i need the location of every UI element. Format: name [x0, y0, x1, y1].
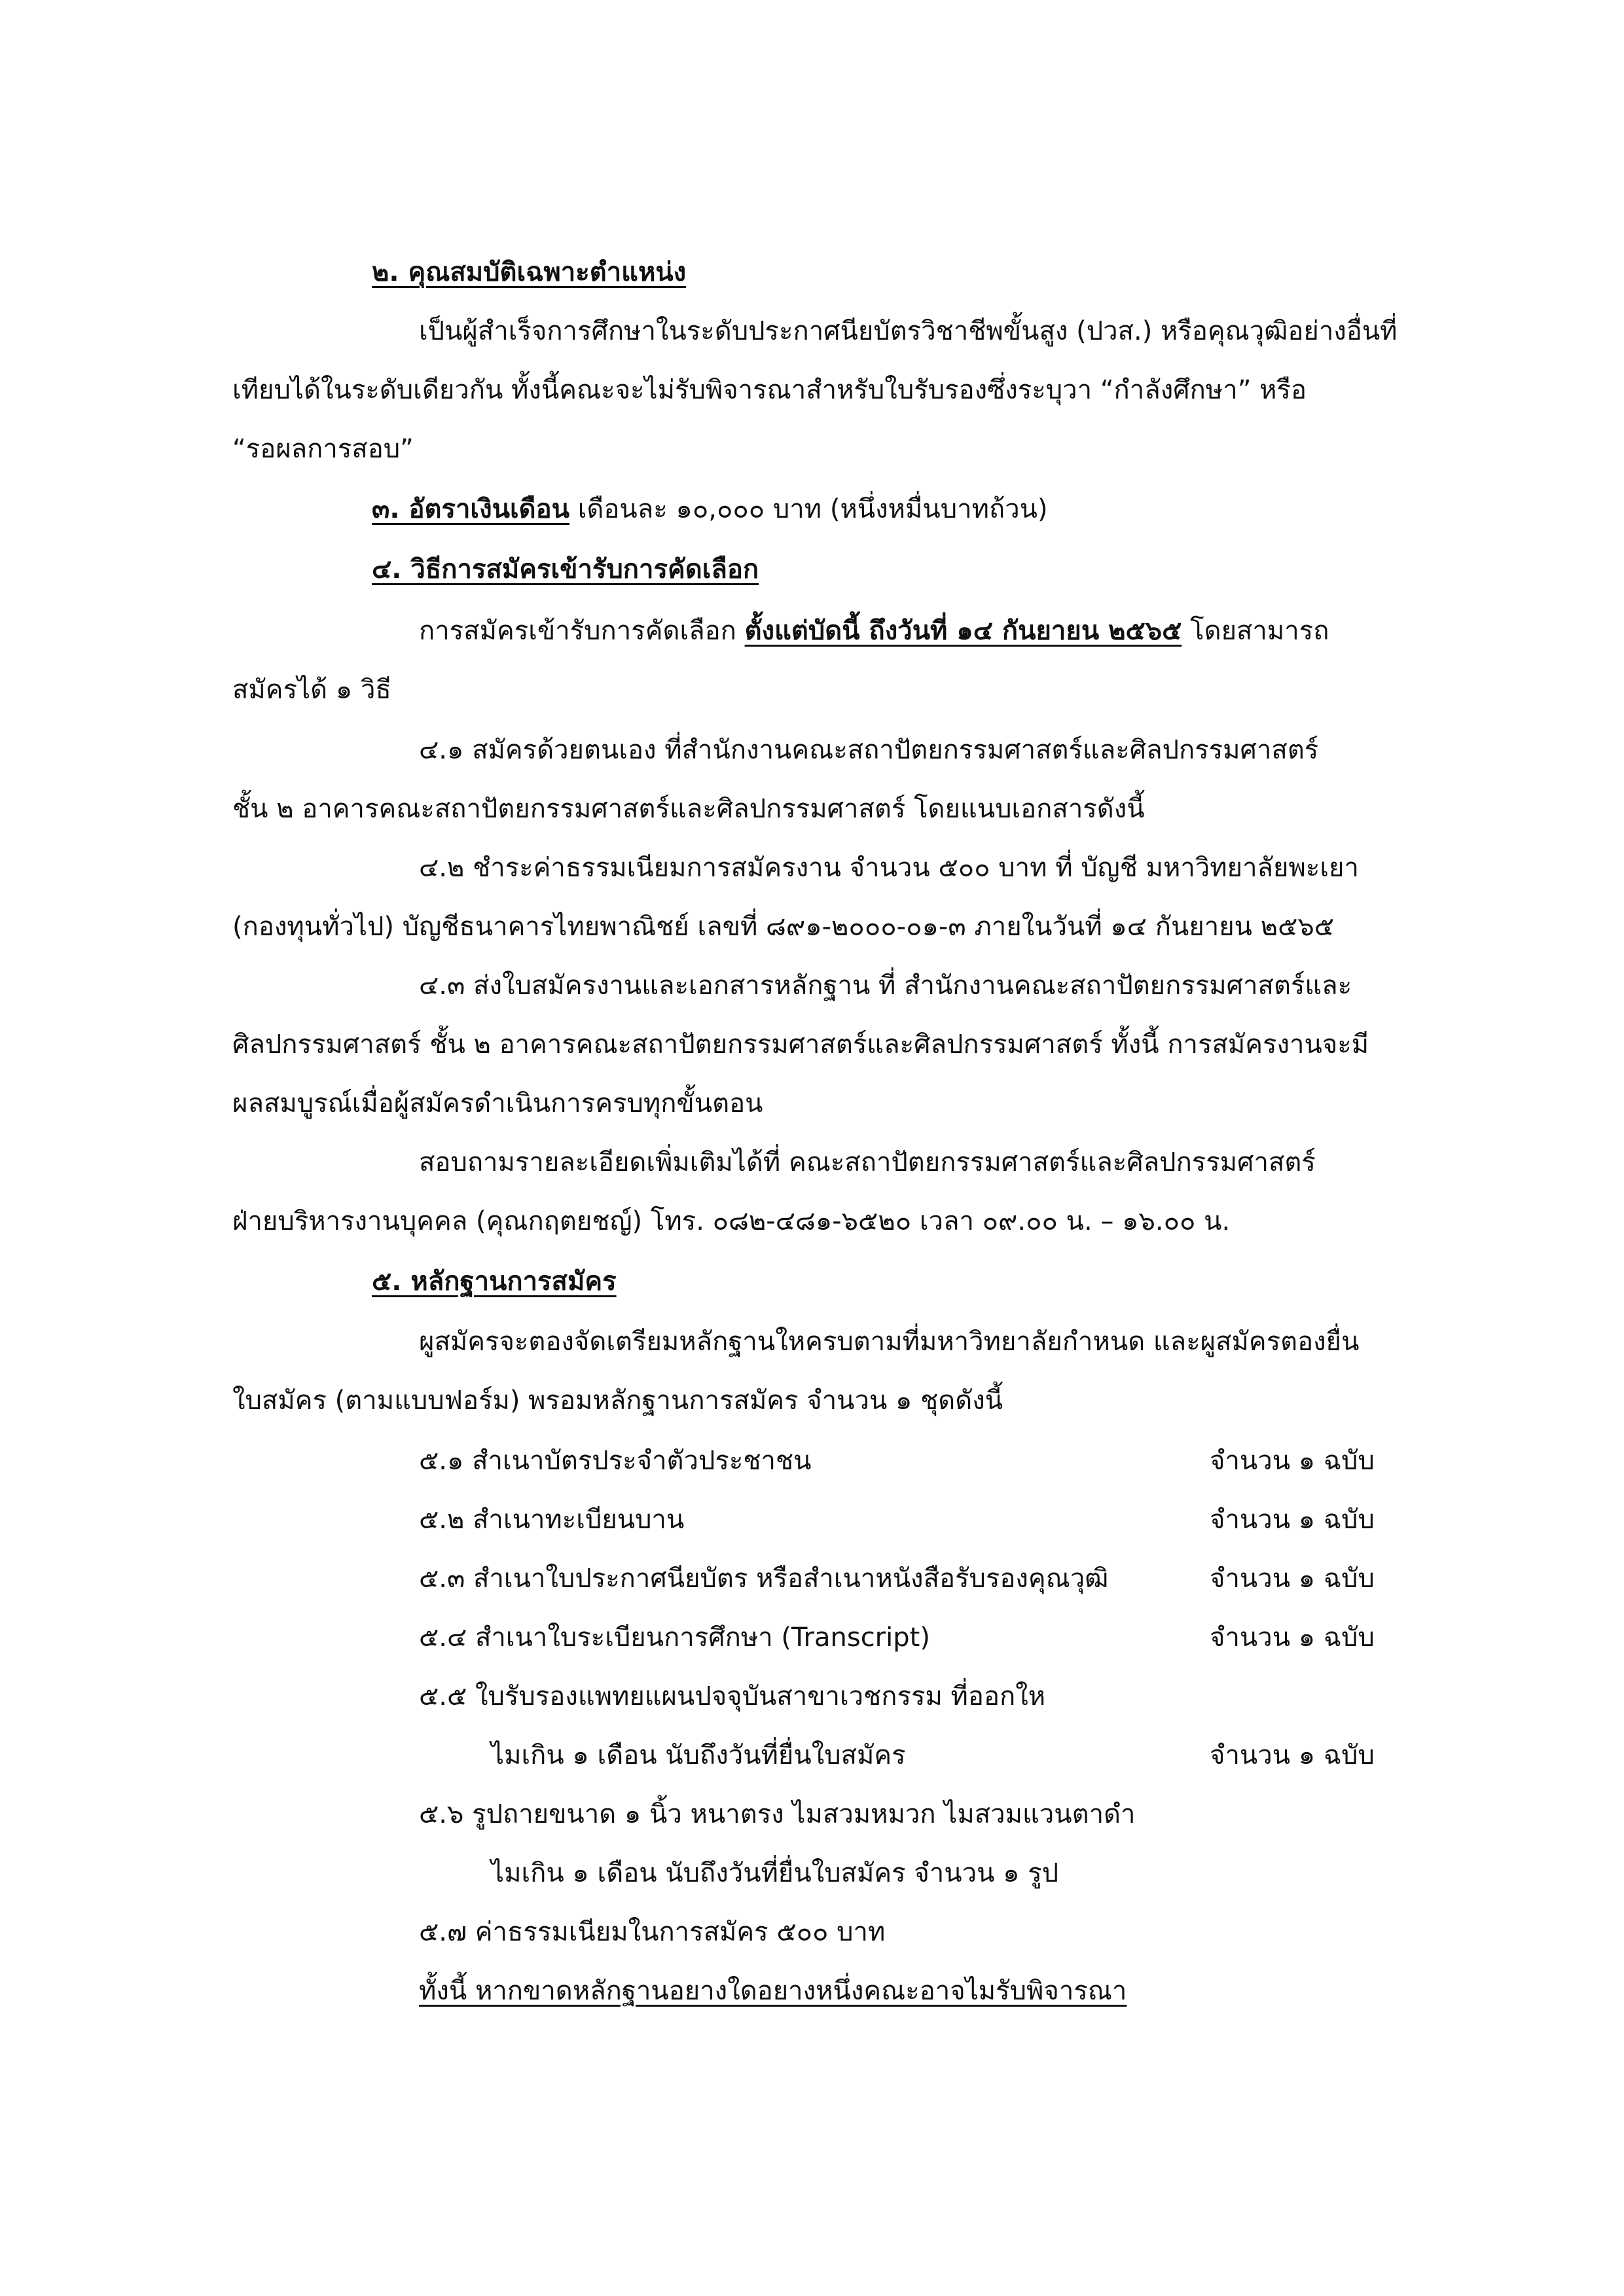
section-4-2-line-1: ๔.๒ ชำระค่าธรรมเนียมการสมัครงาน จำนวน ๕๐๐ บาท ที่ บัญชี มหาวิทยาลัยพะเยา [419, 853, 1359, 883]
section-4-1-line-1: ๔.๑ สมัครด้วยตนเอง ที่สำนักงานคณะสถาปัตยกรรมศาสตร์และศิลปกรรมศาสตร์ [419, 735, 1319, 765]
document-item-label: ๕.๒ สำเนาทะเบียนบาน [419, 1505, 685, 1535]
section-4-1-line-2: ชั้น ๒ อาคารคณะสถาปัตยกรรมศาสตร์และศิลปกรรมศาสตร์ โดยแนบเอกสารดังนี้ [232, 794, 1145, 824]
section-4-2-line-2: (กองทุนทั่วไป) บัญชีธนาคารไทยพาณิชย์ เลขที่ ๘๙๑-๒๐๐๐-๐๑-๓ ภายในวันที่ ๑๔ กันยายน ๒๕๖๕ [232, 912, 1335, 942]
section-4-3-line-1: ๔.๓ ส่งใบสมัครงานและเอกสารหลักฐาน ที่ สำนักงานคณะสถาปัตยกรรมศาสตร์และ [419, 971, 1352, 1001]
document-item-label: ไมเกิน ๑ เดือน นับถึงวันที่ยื่นใบสมัคร จำนวน ๑ รูป [491, 1858, 1059, 1888]
contact-line-2: ฝ่ายบริหารงานบุคคล (คุณกฤตยชญ์) โทร. ๐๘๒-๔๘๑-๖๕๒๐ เวลา ๐๙.๐๐ น. – ๑๖.๐๐ น. [232, 1206, 1231, 1236]
section-3-salary [372, 496, 1048, 522]
document-item-qty: จำนวน ๑ ฉบับ [1210, 1740, 1375, 1770]
section-2-heading: ๒. คุณสมบัติเฉพาะตำแหน่ง [372, 257, 687, 287]
section-4-heading: ๔. วิธีการสมัครเข้ารับการคัดเลือก [372, 554, 759, 584]
document-item-label: ๕.๑ สำเนาบัตรประจำตัวประชาชน [419, 1446, 812, 1476]
document-item-qty: จำนวน ๑ ฉบับ [1210, 1505, 1375, 1535]
document-item-label: ๕.๖ รูปถายขนาด ๑ นิ้ว หนาตรง ไมสวมหมวก ไมสวมแวนตาดำ [419, 1799, 1136, 1829]
section-4-intro [419, 618, 1329, 644]
section-2-line-3: “รอผลการสอบ” [232, 434, 414, 464]
document-item-qty: จำนวน ๑ ฉบับ [1210, 1446, 1375, 1476]
section-4-intro-after: โดยสามารถ [1182, 616, 1329, 646]
application-period: ตั้งแต่บัดนี้ ถึงวันที่ ๑๔ กันยายน ๒๕๖๕ [744, 616, 1182, 646]
section-5-intro-line-2: ใบสมัคร (ตามแบบฟอร์ม) พรอมหลักฐานการสมัคร จำนวน ๑ ชุดดังนี้ [232, 1386, 1003, 1416]
document-item-label: ๕.๕ ใบรับรองแพทยแผนปจจุบันสาขาเวชกรรม ที่ออกให [419, 1681, 1046, 1712]
section-4-3-line-2: ศิลปกรรมศาสตร์ ชั้น ๒ อาคารคณะสถาปัตยกรรมศาสตร์และศิลปกรรมศาสตร์ ทั้งนี้ การสมัครงานจะมี [232, 1030, 1369, 1060]
section-2-line-2: เทียบได้ในระดับเดียวกัน ทั้งนี้คณะจะไม่รับพิจารณาสำหรับใบรับรองซึ่งระบุวา “กำลังศึกษา” หรือ [232, 375, 1307, 405]
section-2-line-1: เป็นผู้สำเร็จการศึกษาในระดับประกาศนียบัตรวิชาชีพขั้นสูง (ปวส.) หรือคุณวุฒิอย่างอื่นที่ [419, 316, 1398, 346]
section-5-note: ทั้งนี้ หากขาดหลักฐานอยางใดอยางหนึ่งคณะอาจไมรับพิจารณา [419, 1976, 1127, 2006]
section-4-3-line-3: ผลสมบูรณ์เมื่อผู้สมัครดำเนินการครบทุกขั้นตอน [232, 1088, 763, 1119]
document-item-label: ไมเกิน ๑ เดือน นับถึงวันที่ยื่นใบสมัคร [491, 1740, 906, 1770]
section-4-intro-line-2: สมัครได้ ๑ วิธี [232, 675, 391, 705]
section-5-intro-line-1: ผูสมัครจะตองจัดเตรียมหลักฐานใหครบตามที่มหาวิทยาลัยกำหนด และผูสมัครตองยื่น [419, 1327, 1360, 1357]
document-item-label: ๕.๓ สำเนาใบประกาศนียบัตร หรือสำเนาหนังสือรับรองคุณวุฒิ [419, 1564, 1109, 1594]
contact-line-1: สอบถามรายละเอียดเพิ่มเติมได้ที่ คณะสถาปัตยกรรมศาสตร์และศิลปกรรมศาสตร์ [419, 1147, 1316, 1177]
document-item-label: ๕.๔ สำเนาใบระเบียนการศึกษา (Transcript) [419, 1623, 930, 1653]
document-item-qty: จำนวน ๑ ฉบับ [1210, 1564, 1375, 1594]
section-3-heading: ๓. อัตราเงินเดือน [372, 494, 569, 524]
section-5-heading: ๕. หลักฐานการสมัคร [372, 1266, 617, 1297]
section-4-intro-before: การสมัครเข้ารับการคัดเลือก [419, 616, 745, 646]
section-3-text: เดือนละ ๑๐,๐๐๐ บาท (หนึ่งหมื่นบาทถ้วน) [569, 494, 1048, 524]
document-item-label: ๕.๗ ค่าธรรมเนียมในการสมัคร ๕๐๐ บาท [419, 1917, 886, 1947]
document-item-qty: จำนวน ๑ ฉบับ [1210, 1623, 1375, 1653]
